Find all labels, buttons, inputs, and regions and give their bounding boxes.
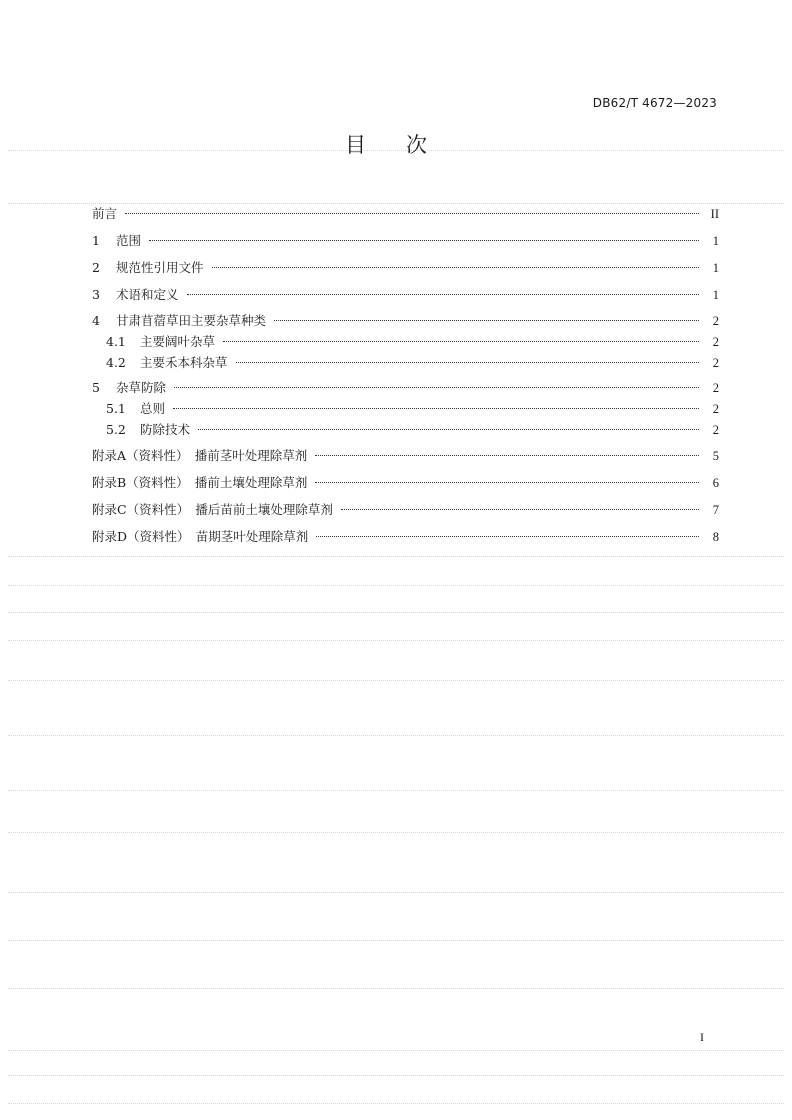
toc-entry-label: 附录D（资料性） 苗期茎叶处理除草剂 bbox=[92, 529, 309, 544]
toc-entry-label: 主要禾本科杂草 bbox=[140, 355, 228, 370]
toc-entry[interactable] bbox=[92, 445, 719, 467]
dot-leader bbox=[223, 341, 699, 342]
toc-entry-page: 2 bbox=[712, 423, 719, 437]
toc-entry-page: 2 bbox=[712, 402, 719, 416]
toc-entry-number: 4 bbox=[92, 313, 100, 328]
dot-leader bbox=[316, 536, 699, 537]
scan-line bbox=[8, 892, 784, 893]
dot-leader bbox=[315, 455, 699, 456]
dot-leader bbox=[149, 240, 699, 241]
toc-entry-label: 前言 bbox=[92, 206, 118, 221]
dot-leader bbox=[173, 408, 699, 409]
toc-entry-page: 5 bbox=[712, 449, 719, 463]
toc-entry-label: 附录C（资料性） 播后苗前土壤处理除草剂 bbox=[92, 502, 333, 517]
scan-line bbox=[8, 1075, 784, 1076]
scan-line bbox=[8, 1103, 784, 1104]
toc-entry[interactable] bbox=[92, 398, 719, 420]
toc-entry[interactable] bbox=[92, 257, 719, 279]
toc-entry[interactable] bbox=[92, 203, 719, 225]
dot-leader bbox=[274, 320, 699, 321]
scan-line bbox=[8, 735, 784, 736]
dot-leader bbox=[315, 482, 699, 483]
toc-entry-label: 甘肃苜蓿草田主要杂草种类 bbox=[116, 313, 267, 328]
toc-entry-page: 2 bbox=[712, 381, 719, 395]
dot-leader bbox=[174, 387, 699, 388]
dot-leader bbox=[187, 294, 699, 295]
toc-entry[interactable] bbox=[92, 230, 719, 252]
toc-entry-number: 1 bbox=[92, 233, 100, 248]
scan-line bbox=[8, 612, 784, 613]
toc-entry-label: 规范性引用文件 bbox=[116, 260, 204, 275]
toc-entry-page: 2 bbox=[712, 335, 719, 349]
toc-entry-page: 6 bbox=[712, 476, 719, 490]
toc-entry[interactable] bbox=[92, 331, 719, 353]
toc-entry[interactable] bbox=[92, 352, 719, 374]
toc-entry-page: 1 bbox=[712, 288, 719, 302]
page-title: 目次 bbox=[345, 133, 467, 157]
toc-entry-page: 2 bbox=[712, 356, 719, 370]
toc-entry[interactable] bbox=[92, 284, 719, 306]
toc-entry-page: 2 bbox=[712, 314, 719, 328]
dot-leader bbox=[198, 429, 699, 430]
toc-entry-label: 附录B（资料性） 播前土壤处理除草剂 bbox=[92, 475, 308, 490]
scan-line bbox=[8, 640, 784, 641]
toc-entry-number: 5.1 bbox=[106, 401, 126, 416]
toc-entry-label: 总则 bbox=[140, 401, 166, 416]
scan-line bbox=[8, 680, 784, 681]
toc-entry-number: 4.2 bbox=[106, 355, 126, 370]
toc-entry-number: 2 bbox=[92, 260, 100, 275]
toc-entry-label: 防除技术 bbox=[140, 422, 191, 437]
toc-entry-label: 范围 bbox=[116, 233, 142, 248]
toc-entry-label: 术语和定义 bbox=[116, 287, 179, 302]
toc-entry-label: 杂草防除 bbox=[116, 380, 167, 395]
toc-entry-page: 8 bbox=[712, 530, 719, 544]
toc-entry-number: 3 bbox=[92, 287, 100, 302]
dot-leader bbox=[212, 267, 699, 268]
dot-leader bbox=[125, 213, 699, 214]
toc-entry-number: 5 bbox=[92, 380, 100, 395]
scan-line bbox=[8, 988, 784, 989]
scan-line bbox=[8, 940, 784, 941]
toc-entry-number: 5.2 bbox=[106, 422, 126, 437]
toc-entry[interactable] bbox=[92, 419, 719, 441]
toc-entry[interactable] bbox=[92, 499, 719, 521]
toc-entry-number: 4.1 bbox=[106, 334, 126, 349]
toc-entry-label: 主要阔叶杂草 bbox=[140, 334, 216, 349]
toc-entry[interactable] bbox=[92, 526, 719, 548]
toc-entry-page: 7 bbox=[712, 503, 719, 517]
toc-entry-page: II bbox=[710, 207, 719, 221]
scan-line bbox=[8, 790, 784, 791]
toc-entry[interactable] bbox=[92, 472, 719, 494]
document-code: DB62/T 4672—2023 bbox=[592, 96, 717, 110]
toc-entry-label: 附录A（资料性） 播前茎叶处理除草剂 bbox=[92, 448, 308, 463]
toc-entry-page: 1 bbox=[712, 261, 719, 275]
dot-leader bbox=[341, 509, 699, 510]
dot-leader bbox=[236, 362, 699, 363]
toc-entry[interactable] bbox=[92, 310, 719, 332]
scan-line bbox=[8, 1050, 784, 1051]
scan-line bbox=[8, 556, 784, 557]
toc-entry-page: 1 bbox=[712, 234, 719, 248]
page-number: I bbox=[700, 1030, 704, 1044]
toc-entry[interactable] bbox=[92, 377, 719, 399]
scan-line bbox=[8, 832, 784, 833]
scan-line bbox=[8, 585, 784, 586]
